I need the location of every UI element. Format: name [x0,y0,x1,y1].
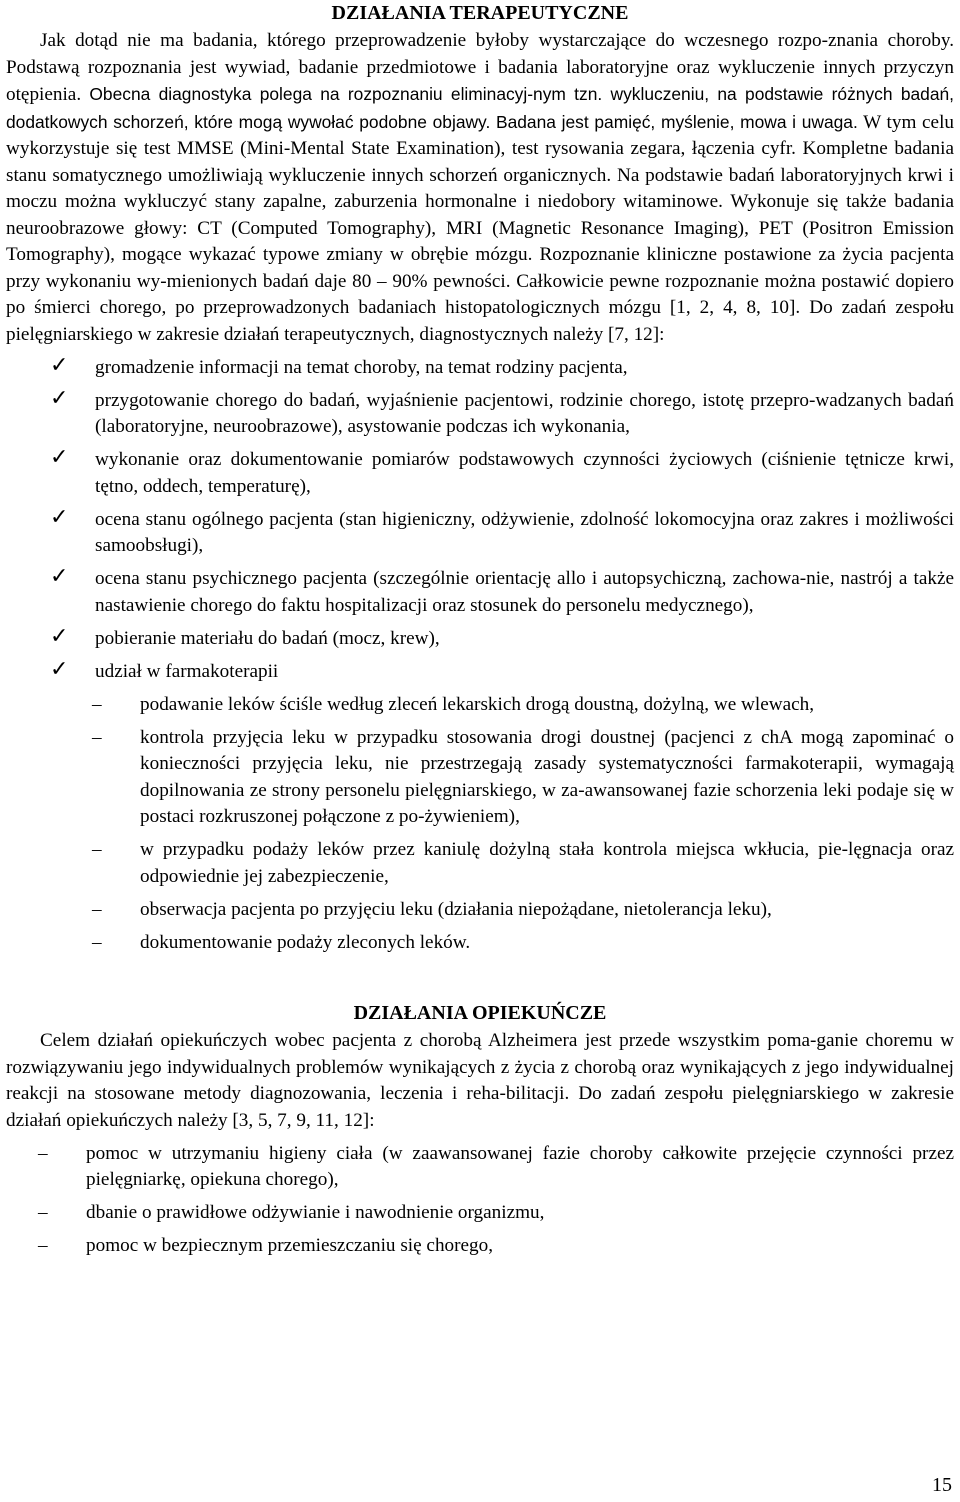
sublist-item-text: dokumentowanie podaży zleconych leków. [140,931,471,953]
therapeutic-task-list [6,352,954,686]
list-item [6,1141,954,1194]
list-item-text: przygotowanie chorego do badań, wyjaśnienie pacjentowi, rodzinie chorego, istotę przepro-wadzanych badań (laboratoryjne, neuroobrazowe), asystowanie podczas ich wykonania, [95,389,954,437]
list-item [6,656,954,686]
list-item-text: dbanie o prawidłowe odżywianie i nawodnienie organizmu, [86,1202,545,1223]
therapeutic-intro-paragraph [6,28,954,348]
list-item [6,385,954,441]
section-heading-therapeutic: DZIAŁANIA TERAPEUTYCZNE [331,2,629,24]
section-heading-care: DZIAŁANIA OPIEKUŃCZE [353,1002,607,1024]
dash-bullet: – [92,931,102,953]
list-item-text: gromadzenie informacji na temat choroby, na temat rodziny pacjenta, [95,356,628,378]
paragraph-text-part-1: Jak dotąd nie ma badania, którego przeprowadzenie byłoby wystarczające do wczesnego rozpo-znania choroby. Podstawą rozpoznania jest wywiad, badanie przedmiotowe i badania laboratoryjne oraz wykluczenie innych przyczyn otępienia. [6,30,954,105]
care-task-list [6,1141,954,1260]
list-item-text: pobieranie materiału do badań (mocz, krew), [95,627,440,649]
sublist-item [6,897,954,924]
sublist-item [6,837,954,890]
checkmark-icon: ✓ [50,656,69,682]
sublist-item-text: obserwacja pacjenta po przyjęciu leku (działania niepożądane, nietolerancja leku), [140,898,772,920]
care-intro-paragraph: Celem działań opiekuńczych wobec pacjenta z chorobą Alzheimera jest przede wszystkim poma-ganie choremu w rozwiązywaniu jego indywidualnych problemów wynikających z życia z chorobą oraz wynikających z jego indywidualnej reakcji na stosowane metody diagnozowania, leczenia i reha-bilitacji. Do zadań zespołu pielęgniarskiego w zakresie działań opiekuńczych należy [3, 5, 7, 9, 11, 12]: [6,1030,954,1131]
list-item [6,623,954,653]
list-item [6,447,954,500]
list-item-text: wykonanie oraz dokumentowanie pomiarów podstawowych czynności życiowych (ciśnienie tętnicze krwi, tętno, oddech, temperaturę), [95,449,954,497]
list-item-text: ocena stanu ogólnego pacjenta (stan higieniczny, odżywienie, zdolność lokomocyjna oraz zakres i możliwości samoobsługi), [95,508,954,556]
sublist-item [6,725,954,831]
checkmark-icon: ✓ [50,623,69,649]
list-item [6,352,954,382]
paragraph-text-part-3: W tym celu wykorzystuje się test MMSE (Mini-Mental State Examination), test rysowania zegara, łączenia cyfr. Kompletne badania stanu somatycznego umożliwiają wykluczenie innych schorzeń organicznych. Na podstawie badań laboratoryjnych krwi i moczu można wykluczyć stany zapalne, zaburzenia hormonalne i niedobory witaminowe. Wykonuje się także badania neuroobrazowe głowy: CT (Computed Tomography), MRI (Magnetic Resonance Imaging), PET (Positron Emission Tomography), mogące wykazać typowe zmiany w obrębie mózgu. Rozpoznanie kliniczne postawione za życia pacjenta przy wykonaniu wy-mienionych badań daje 80 – 90% pewności. Całkowicie pewne rozpoznanie można postawić dopiero po śmierci chorego, po przeprowadzonych badaniach histopatologicznych mózgu [1, 2, 4, 8, 10]. Do zadań zespołu pielęgniarskiego w zakresie działań terapeutycznych, diagnostycznych należy [7, 12]: [6,111,955,345]
dash-bullet: – [92,726,102,748]
sublist-item-text: w przypadku podaży leków przez kaniulę dożylną stała kontrola miejsca wkłucia, pie-lęgnacja oraz odpowiednie jej zabezpieczenie, [140,839,954,887]
sublist-item [6,692,954,719]
checkmark-icon: ✓ [50,445,69,470]
list-item-text: pomoc w utrzymaniu higieny ciała (w zaawansowanej fazie choroby całkowite przejęcie czynności przez pielęgniarkę, opiekuna chorego), [86,1142,954,1190]
list-item-text: ocena stanu psychicznego pacjenta (szczególnie orientację allo i autopsychiczną, zachowa-nie, nastrój a także nastawienie chorego do faktu hospitalizacji oraz stosunek do personelu medycznego), [95,568,954,616]
dash-bullet: – [38,1142,48,1164]
checkmark-icon: ✓ [50,564,69,589]
list-item-text: pomoc w bezpiecznym przemieszczaniu się chorego, [86,1235,494,1256]
page-number: 15 [932,1473,952,1496]
dash-bullet: – [92,693,102,715]
sublist-item [6,930,954,957]
sublist-item-text: podawanie leków ściśle według zleceń lekarskich drogą doustną, dożylną, we wlewach, [140,693,814,715]
checkmark-icon: ✓ [50,385,69,411]
paragraph-text-part-2: Obecna diagnostyka polega na rozpoznaniu eliminacyj-nym tzn. wykluczeniu, na podstawie różnych badań, dodatkowych schorzeń, które mogą wywołać podobne objawy. Badana jest pamięć, myślenie, mowa i uwaga. [6,84,955,132]
dash-bullet: – [38,1235,48,1256]
document-page [6,0,954,1260]
list-item-text: udział w farmakoterapii [95,660,279,682]
dash-bullet: – [38,1202,48,1223]
list-item [6,1200,954,1227]
list-item [6,1233,954,1260]
dash-bullet: – [92,839,102,860]
pharmacotherapy-sublist [6,692,954,957]
checkmark-icon: ✓ [50,504,69,530]
list-item [6,504,954,560]
sublist-item-text: kontrola przyjęcia leku w przypadku stosowania drogi doustnej (pacjenci z chA mogą zapominać o konieczności przyjęcia leku, nie przestrzegają zasady systematyczności farmakoterapii, wymagają dopilnowania ze strony personelu pielęgniarskiego, w za-awansowanej fazie schorzenia leki podaje się w postaci rozkruszonej połączone z po-żywieniem), [140,726,954,827]
dash-bullet: – [92,898,102,920]
checkmark-icon: ✓ [50,352,69,378]
list-item [6,566,954,619]
